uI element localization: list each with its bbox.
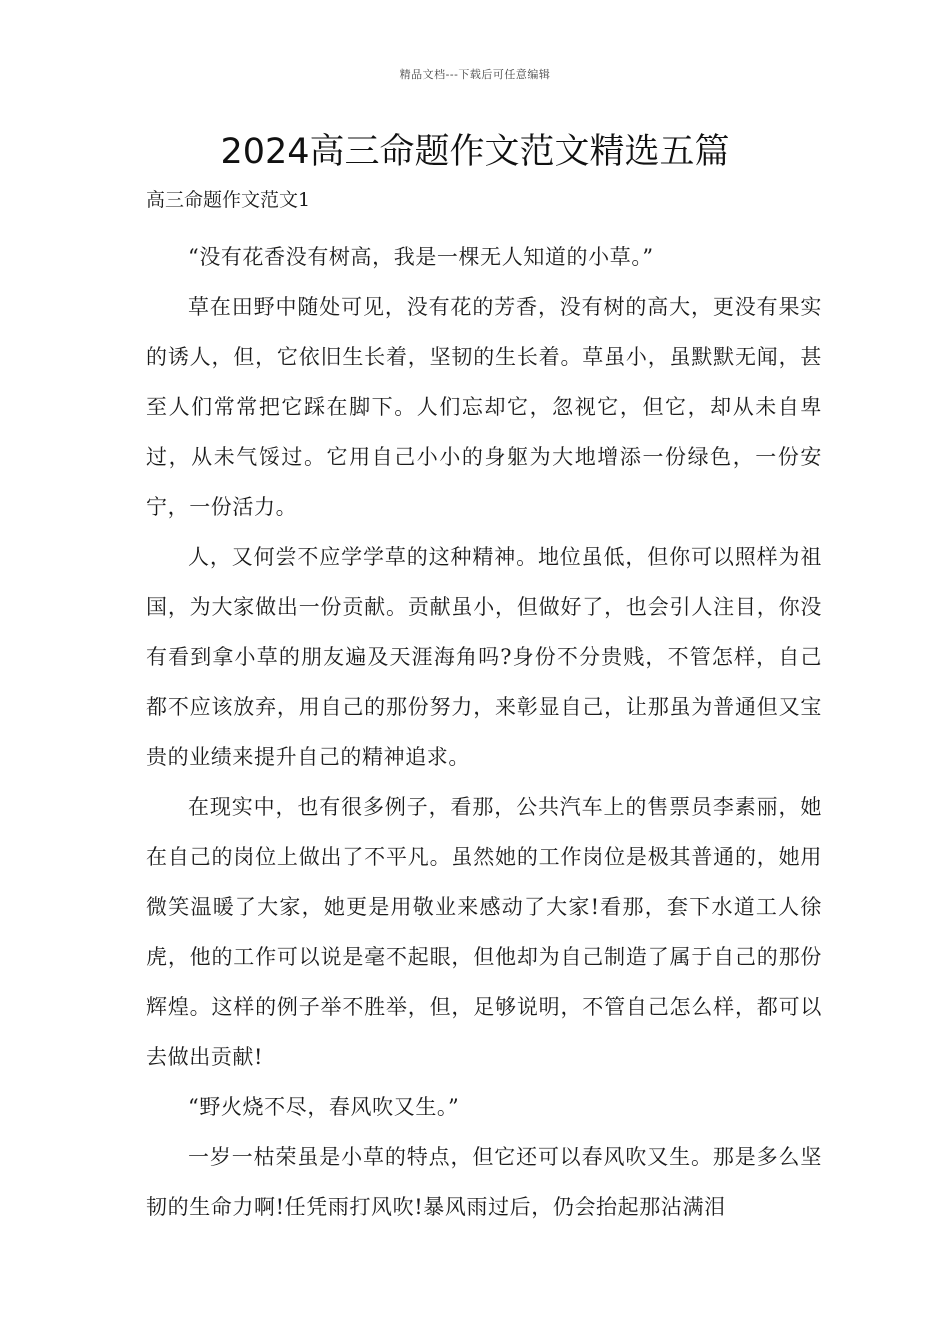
document-body [146,184,822,1232]
section-heading: 高三命题作文范文1 [146,189,311,211]
header-note: 精品文档---下载后可任意编辑 [399,68,551,81]
paragraph-quote-2: “野火烧不尽，春风吹又生。” [188,1095,460,1119]
paragraph-human-spirit: 人，又何尝不应学学草的这种精神。地位虽低，但你可以照样为祖国，为大家做出一份贡献。贡献虽小，但做好了，也会引人注目，你没有看到拿小草的朋友遍及天涯海角吗?身份不分贵贱，不管怎样，自己都不应该放弃，用自己的那份努力，来彰显自己，让那虽为普通但又宝贵的业绩来提升自己的精神追求。 [146,545,822,769]
paragraph-grass-description: 草在田野中随处可见，没有花的芳香，没有树的高大，更没有果实的诱人，但，它依旧生长着，坚韧的生长着。草虽小，虽默默无闻，甚至人们常常把它踩在脚下。人们忘却它，忽视它，但它，却从未自卑过，从未气馁过。它用自己小小的身躯为大地增添一份绿色，一份安宁，一份活力。 [146,295,822,519]
paragraph-resilience: 一岁一枯荣虽是小草的特点，但它还可以春风吹又生。那是多么坚韧的生命力啊!任凭雨打风吹!暴风雨过后，仍会抬起那沾满泪 [146,1145,822,1219]
paragraph-real-examples: 在现实中，也有很多例子，看那，公共汽车上的售票员李素丽，她在自己的岗位上做出了不平凡。虽然她的工作岗位是极其普通的，她用微笑温暖了大家，她更是用敬业来感动了大家!看那，套下水道工人徐虎，他的工作可以说是毫不起眼，但他却为自己制造了属于自己的那份辉煌。这样的例子举不胜举，但，足够说明，不管自己怎么样，都可以去做出贡献! [146,795,822,1069]
document-title: 2024高三命题作文范文精选五篇 [220,132,730,172]
paragraph-quote-1: “没有花香没有树高，我是一棵无人知道的小草。” [188,245,654,269]
